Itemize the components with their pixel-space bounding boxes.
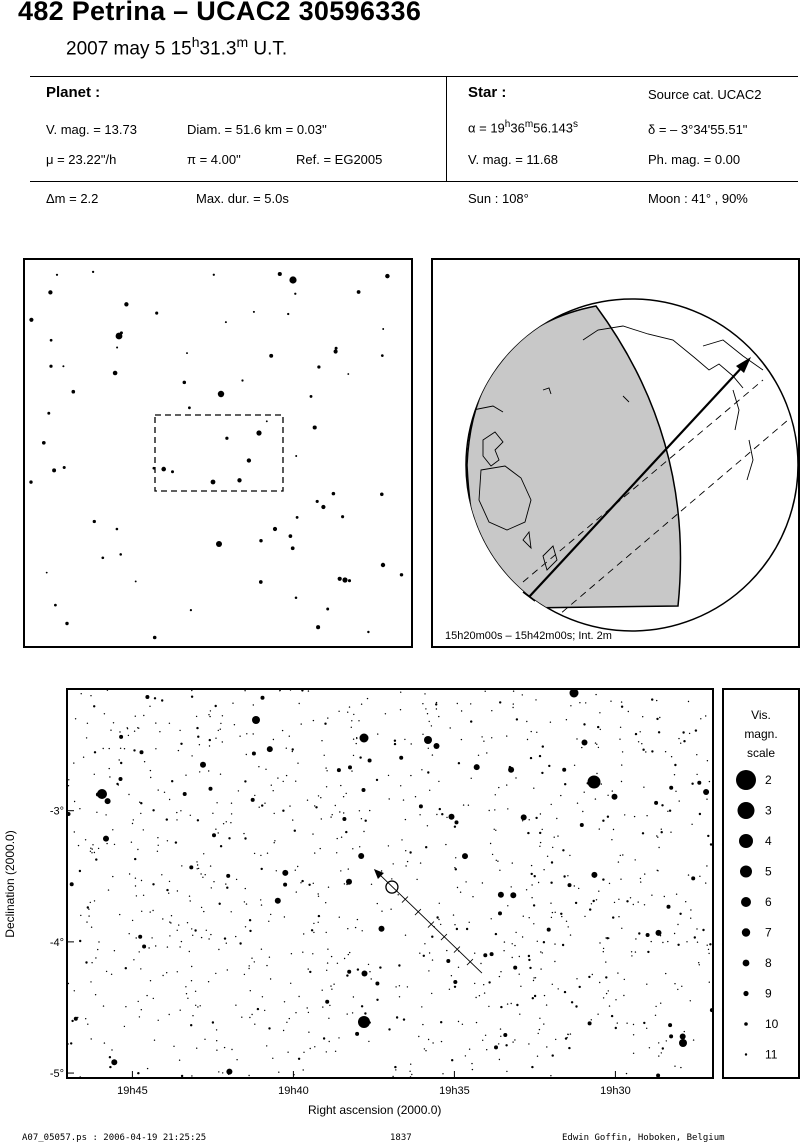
globe-time-caption: 15h20m00s – 15h42m00s; Int. 2m xyxy=(445,630,612,642)
scale-title-line: magn. xyxy=(744,727,778,741)
y-tick-label: -3° xyxy=(49,805,64,818)
star-heading: Star : xyxy=(468,84,507,101)
scale-magnitude-label: 4 xyxy=(765,834,772,848)
scale-magnitude-label: 8 xyxy=(765,956,772,970)
scale-magnitude-label: 11 xyxy=(765,1047,778,1062)
date-text: 2007 may 5 15 xyxy=(66,38,192,60)
scale-magnitude-label: 10 xyxy=(765,1017,779,1031)
ra-m-symbol: m xyxy=(524,119,534,130)
ra-s-symbol: s xyxy=(572,119,578,130)
scale-dot xyxy=(740,866,752,878)
y-tick-label: -4° xyxy=(49,936,64,949)
scale-dot xyxy=(741,897,751,907)
ra-prefix: α = 19 xyxy=(468,120,505,136)
scale-magnitude-label: 6 xyxy=(765,895,772,909)
footer-file: A07_05057.ps : 2006-04-19 21:25:25 xyxy=(22,1133,207,1143)
scale-magnitude-label: 9 xyxy=(765,986,772,1001)
ra-h-symbol: h xyxy=(504,119,511,130)
page-title: 482 Petrina – UCAC2 30596336 xyxy=(18,0,422,26)
ut-label: U.T. xyxy=(248,38,288,60)
scale-dot xyxy=(742,928,750,936)
planet-ref: Ref. = EG2005 xyxy=(296,152,383,167)
x-tick-label: 19h40 xyxy=(278,1085,309,1097)
scale-magnitude-label: 7 xyxy=(765,925,772,940)
planet-motion: μ = 23.22"/h xyxy=(46,152,117,167)
footer-number: 1837 xyxy=(390,1133,412,1143)
scale-dot xyxy=(743,991,748,996)
minutes-text: 31.3 xyxy=(199,38,237,60)
scale-title-line: scale xyxy=(746,746,775,760)
hour-symbol: h xyxy=(191,34,200,50)
scale-title-line: Vis. xyxy=(751,708,771,722)
magnitude-scale xyxy=(722,688,800,1079)
scale-dot xyxy=(736,770,756,790)
x-tick-label: 19h35 xyxy=(439,1085,470,1097)
max-duration: Max. dur. = 5.0s xyxy=(196,191,289,206)
sun-elongation: Sun : 108° xyxy=(468,191,529,206)
scale-dots xyxy=(724,690,798,1077)
planet-diameter: Diam. = 51.6 km = 0.03" xyxy=(187,122,327,137)
x-axis-title: Right ascension (2000.0) xyxy=(308,1103,442,1117)
delta-mag: Δm = 2.2 xyxy=(46,191,99,206)
star-phmag: Ph. mag. = 0.00 xyxy=(648,152,741,167)
planet-heading: Planet : xyxy=(46,84,101,101)
scale-dot xyxy=(738,802,755,819)
minute-symbol: m xyxy=(236,34,249,50)
ra-min: 36 xyxy=(510,120,525,136)
scale-magnitude-label: 2 xyxy=(765,773,772,787)
scale-dot xyxy=(739,834,753,848)
scale-dot xyxy=(744,1022,748,1026)
x-tick-label: 19h30 xyxy=(600,1085,631,1097)
ra-sec: 56.143 xyxy=(533,120,573,136)
source-catalog: Source cat. UCAC2 xyxy=(648,87,762,102)
y-axis-title: Declination (2000.0) xyxy=(3,830,17,938)
scale-dot xyxy=(745,1053,747,1055)
scale-dot xyxy=(743,960,750,967)
footer-author: Edwin Goffin, Hoboken, Belgium xyxy=(562,1133,725,1143)
scale-magnitude-label: 5 xyxy=(765,864,772,879)
y-tick-label: -5° xyxy=(49,1068,64,1081)
scale-magnitude-label: 3 xyxy=(765,803,772,818)
planet-parallax: π = 4.00" xyxy=(187,152,241,167)
moon-info: Moon : 41° , 90% xyxy=(648,191,748,206)
x-tick-label: 19h45 xyxy=(117,1085,148,1097)
star-vmag: V. mag. = 11.68 xyxy=(468,152,558,167)
planet-vmag: V. mag. = 13.73 xyxy=(46,122,137,137)
star-dec: δ = – 3°34'55.51" xyxy=(648,122,748,137)
